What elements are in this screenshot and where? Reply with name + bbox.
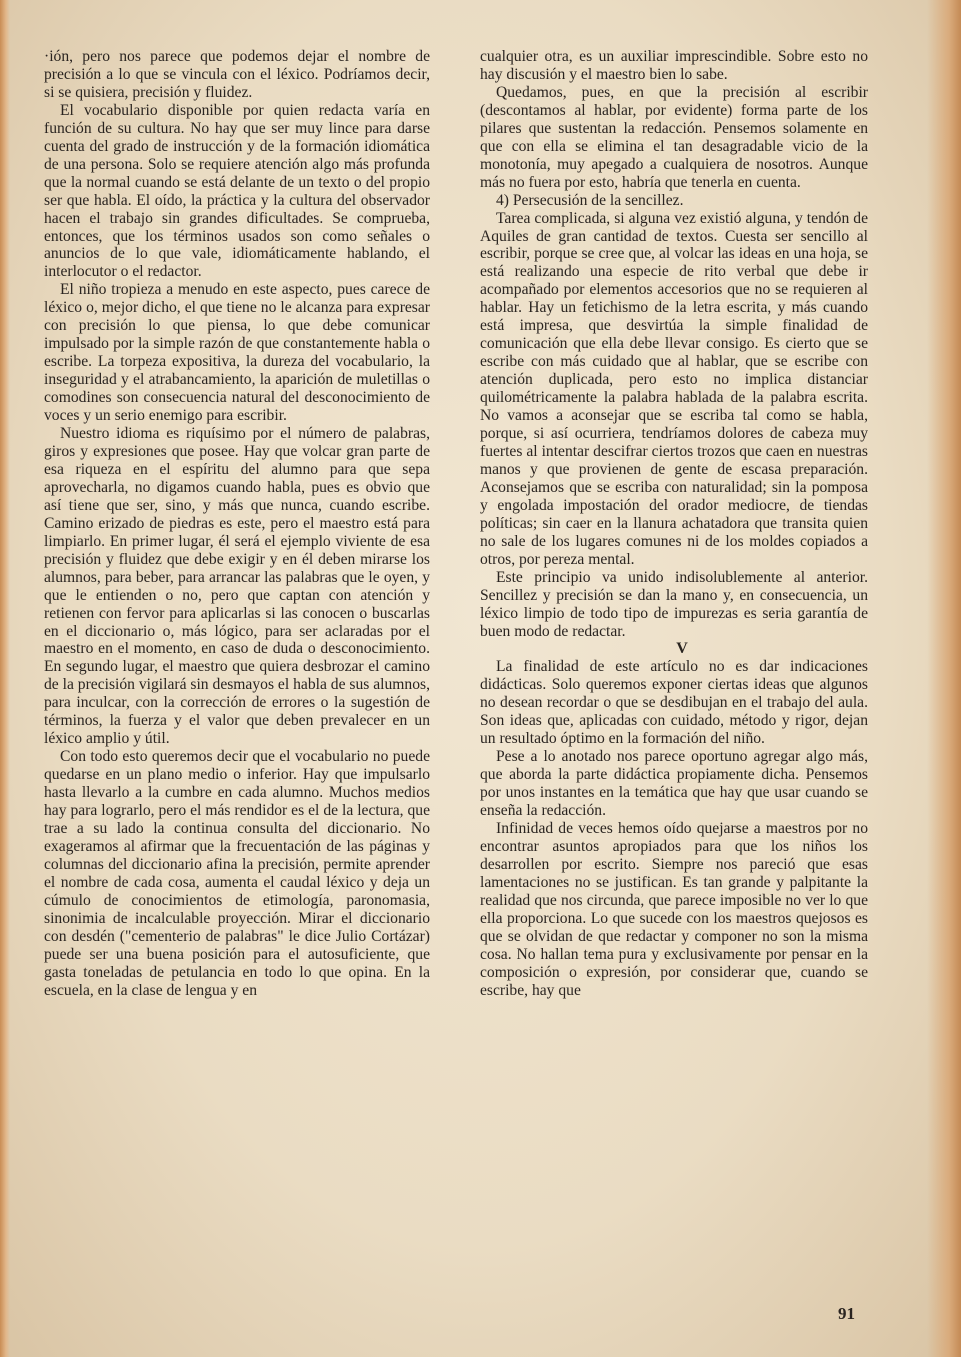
- section-heading: V: [676, 640, 688, 658]
- paragraph: Quedamos, pues, en que la precisión al escribir (descontamos al hablar, por evidente) forma parte de los pilares que sustentan la redacción. Pensemos solamente en que con ella se elimina el tan desagradable vicio de la monotonía, muy apegado a cualquiera de nosotros. Aunque más no fuera por esto, habría que tenerla en cuenta.: [480, 83, 868, 191]
- paragraph: ·ión, pero nos parece que podemos dejar el nombre de precisión a lo que se vincula con el léxico. Podríamos decir, si se quisiera, precisión y fluidez.: [44, 48, 430, 101]
- paragraph: Con todo esto queremos decir que el vocabulario no puede quedarse en un plano medio o inferior. Hay que impulsarlo hasta llevarlo a la cumbre en cada alumno. Muchos medios hay para lograrlo, pero el más rendidor es el de la lectura, que trae a su lado la continua consulta del diccionario. No exageramos al afirmar que la frecuentación de las páginas y columnas del diccionario afina la precisión, permite aprender el nombre de cada cosa, aumenta el caudal léxico y deja un cúmulo de conocimientos de etimología, paronomasia, sinonimia de incalculable proyección. Mirar el diccionario con desdén ("cementerio de palabras" le dice Julio Cortázar) puede ser una buena posición para el autosuficiente, que gasta toneladas de petulancia en todo lo que opina. En la escuela, en la clase de lengua y en: [44, 748, 430, 999]
- paragraph: cualquier otra, es un auxiliar imprescindible. Sobre esto no hay discusión y el maestro bien lo sabe.: [480, 48, 868, 83]
- right-column: [480, 48, 868, 1000]
- paragraph: Infinidad de veces hemos oído quejarse a maestros por no encontrar asuntos apropiados para que los niños los desarrollen por escrito. Siempre nos pareció que esas lamentaciones no se justifican. Es tan grande y palpitante la realidad que nos circunda, que parece imposible no ver lo que ella proporciona. Lo que sucede con los maestros quejosos es que se olvidan de que redactar y componer no son la misma cosa. No hallan tema pura y exclusivamente por pensar en la composición o expresión, por considerar que, cuando se escribe, hay que: [480, 819, 868, 999]
- paragraph: Este principio va unido indisolublemente al anterior. Sencillez y precisión se dan la mano y, en consecuencia, un léxico limpio de todo tipo de impurezas es seria garantía de buen modo de redactar.: [480, 568, 868, 640]
- paragraph: La finalidad de este artículo no es dar indicaciones didácticas. Solo queremos exponer ciertas ideas que algunos no desean recordar o que se desdibujan en el trabajo del aula. Son ideas que, aplicadas con cuidado, método y rigor, dejan un resultado óptimo en la formación del niño.: [480, 658, 868, 748]
- paragraph: 4) Persecusión de la sencillez.: [496, 191, 684, 209]
- paragraph: El vocabulario disponible por quien redacta varía en función de su cultura. No hay que ser muy lince para darse cuenta del grado de instrucción y de la formación idiomática de una persona. Solo se requiere atención algo más profunda que la normal cuando se está delante de un texto o del propio ser que habla. El oído, la práctica y la cultura del observador hacen el trabajo sin grandes dificultades. Se comprueba, entonces, que los términos usados son como señales o anuncios de lo que vale, idiomáticamente hablando, el interlocutor o el redactor.: [44, 101, 430, 281]
- paragraph: El niño tropieza a menudo en este aspecto, pues carece de léxico o, mejor dicho, el que tiene no le alcanza para expresar con precisión lo que piensa, lo que debe comunicar impulsado por la simple razón de que constantemente habla o escribe. La torpeza expositiva, la dureza del vocabulario, la inseguridad y el atrabancamiento, la aparición de muletillas o comodines son consecuencia natural del desconocimiento de voces y un serio enemigo para escribir.: [44, 281, 430, 425]
- page-edge-right: [927, 0, 961, 1357]
- page-edge-left: [0, 0, 10, 1357]
- paragraph: Pese a lo anotado nos parece oportuno agregar algo más, que aborda la parte didáctica propiamente dicha. Pensemos por unos instantes en la temática que hay que usar cuando se enseña la redacción.: [480, 748, 868, 820]
- left-column: [44, 48, 430, 1000]
- page-number: 91: [838, 1304, 855, 1323]
- paragraph: Tarea complicada, si alguna vez existió alguna, y tendón de Aquiles de gran cantidad de textos. Cuesta ser sencillo al escribir, porque se cree que, al volcar las ideas en una hoja, se está realizando una especie de rito verbal que debe ir acompañado por elementos accesorios que no se requieren al hablar. Hay un fetichismo de la letra escrita, y más cuando está impresa, que desvirtúa la simple finalidad de comunicación que ella debe llevar consigo. Es cierto que se escribe con más cuidado que al hablar, que se escribe con atención duplicada, pero esto no implica distanciar quilométricamente la palabra hablada de la palabra escrita. No vamos a aconsejar que se escriba tal como se habla, porque, si así ocurriera, tendríamos dolores de cabeza muy fuertes al intentar descifrar ciertos trozos que caen en nuestras manos y que provienen de gente de escasa preparación. Aconsejamos que se escriba con naturalidad; sin la pomposa y engolada impostación del orador mediocre, de tiendas políticas; sin caer en la llanura achatadora que transita quien no sale de los lugares comunes ni de los moldes copiados a otros, por pereza mental.: [480, 209, 868, 568]
- paragraph: Nuestro idioma es riquísimo por el número de palabras, giros y expresiones que posee. Hay que volcar gran parte de esa riqueza en el espíritu del alumno para que sepa aprovecharla, no digamos cuando habla, pues es obvio que así tiene que ser, sino, y más que nunca, cuando escribe. Camino erizado de piedras es este, pero el maestro está para limpiarlo. En primer lugar, él será el ejemplo viviente de esa precisión y fluidez que debe exigir y en él deben mirarse los alumnos, para beber, para arrancar las palabras que le oyen, y que le entienden o no, pero que captan con atención y retienen con fervor para aplicarlas si las conocen o buscarlas en el diccionario o, más lógico, para ser aclaradas por el maestro en el momento, en caso de duda o desconocimiento. En segundo lugar, el maestro que quiera desbrozar el camino de la precisión vigilará sin desmayos el habla de sus alumnos, para inculcar, con la corrección de errores o la sugestión de términos, la fuerza y el valor que deben prevalecer en un léxico amplio y útil.: [44, 425, 430, 748]
